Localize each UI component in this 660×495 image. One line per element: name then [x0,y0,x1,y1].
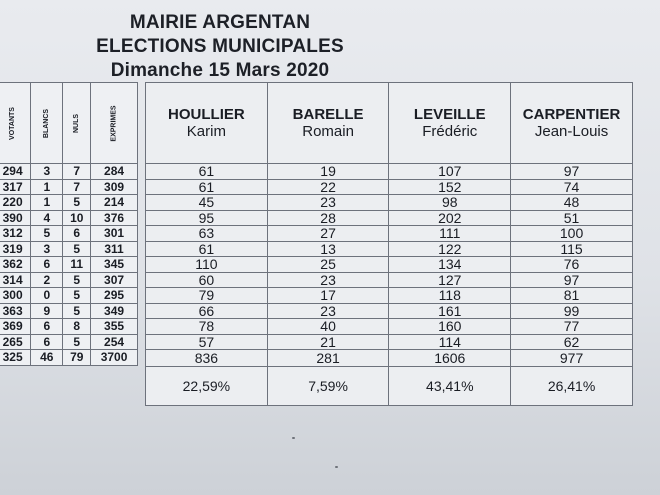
candidate-first-name: Karim [186,123,226,140]
document-title-mairie: MAIRIE ARGENTAN [129,12,311,33]
results-row [146,319,633,335]
vote-count-cell: 63 [146,226,268,242]
header-votants [0,83,31,164]
turnout-row [0,210,138,226]
turnout-cell: 376 [91,210,138,226]
turnout-cell: 369 [0,319,31,335]
turnout-cell: 311 [91,241,138,257]
vote-count-cell: 79 [146,288,268,304]
turnout-cell: 265 [0,334,31,350]
vote-count-cell: 202 [389,210,511,226]
turnout-cell: 9 [31,303,63,319]
total-cell: 836 [146,350,268,367]
results-row [146,226,633,242]
candidate-first-name: Frédéric [422,123,478,140]
turnout-cell: 5 [31,226,63,242]
turnout-cell: 312 [0,226,31,242]
candidate-leveille [389,83,511,164]
turnout-cell: 307 [91,272,138,288]
turnout-body [0,164,138,366]
candidate-last-name: HOULLIER [168,106,245,123]
vote-count-cell: 27 [267,226,389,242]
turnout-cell: 363 [0,303,31,319]
turnout-cell: 301 [91,226,138,242]
header-blancs-label: BLANCS [43,108,51,138]
total-cell: 977 [511,350,633,367]
totals-row [146,350,633,367]
turnout-cell: 309 [91,179,138,195]
vote-count-cell: 62 [511,334,633,350]
vote-count-cell: 100 [511,226,633,242]
turnout-cell: 314 [0,272,31,288]
vote-count-cell: 99 [511,303,633,319]
candidate-first-name: Jean-Louis [534,123,609,140]
turnout-cell: 7 [63,179,91,195]
vote-count-cell: 45 [146,195,268,211]
vote-count-cell: 51 [511,210,633,226]
results-row [146,241,633,257]
results-row [146,288,633,304]
turnout-row [0,179,138,195]
vote-count-cell: 81 [511,288,633,304]
turnout-row [0,303,138,319]
turnout-cell: 319 [0,241,31,257]
vote-count-cell: 23 [267,195,389,211]
turnout-cell: 214 [91,195,138,211]
vote-count-cell: 114 [389,334,511,350]
vote-count-cell: 97 [511,164,633,180]
turnout-table [0,82,138,366]
vote-count-cell: 13 [267,241,389,257]
turnout-cell: 46 [31,350,63,366]
turnout-cell: 1 [31,179,63,195]
turnout-cell: 362 [0,257,31,273]
turnout-row [0,226,138,242]
vote-count-cell: 61 [146,241,268,257]
header-exprimes-label: EXPRIMES [110,104,118,142]
turnout-row [0,334,138,350]
candidate-last-name: CARPENTIER [522,106,621,123]
turnout-cell: 254 [91,334,138,350]
vote-count-cell: 28 [267,210,389,226]
turnout-cell: 5 [63,195,91,211]
vote-count-cell: 40 [267,319,389,335]
vote-count-cell: 161 [389,303,511,319]
turnout-cell: 3 [31,241,63,257]
turnout-cell: 355 [91,319,138,335]
results-row [146,179,633,195]
percentage-cell: 26,41% [511,367,633,406]
results-row [146,303,633,319]
header-blancs [31,83,63,164]
vote-count-cell: 60 [146,272,268,288]
turnout-cell: 3700 [91,350,138,366]
turnout-row [0,288,138,304]
paper-speck [335,466,338,468]
vote-count-cell: 115 [511,241,633,257]
results-row [146,210,633,226]
vote-count-cell: 17 [267,288,389,304]
vote-count-cell: 160 [389,319,511,335]
candidate-last-name: LEVEILLE [413,106,486,123]
vote-count-cell: 127 [389,272,511,288]
percentage-cell: 22,59% [146,367,268,406]
vote-count-cell: 110 [146,257,268,273]
turnout-row [0,164,138,180]
percentage-row [146,367,633,406]
turnout-cell: 11 [63,257,91,273]
vote-count-cell: 78 [146,319,268,335]
percentage-cell: 7,59% [267,367,389,406]
header-nuls [63,83,91,164]
vote-count-cell: 23 [267,272,389,288]
turnout-cell: 295 [91,288,138,304]
results-table [145,82,633,406]
turnout-row [0,319,138,335]
paper-speck [292,437,295,439]
turnout-cell: 0 [31,288,63,304]
turnout-cell: 10 [63,210,91,226]
results-row [146,164,633,180]
turnout-row [0,350,138,366]
vote-count-cell: 98 [389,195,511,211]
vote-count-cell: 57 [146,334,268,350]
turnout-cell: 6 [63,226,91,242]
turnout-cell: 5 [63,303,91,319]
results-row [146,257,633,273]
vote-count-cell: 76 [511,257,633,273]
turnout-cell: 300 [0,288,31,304]
turnout-cell: 8 [63,319,91,335]
document-title-elections: ELECTIONS MUNICIPALES [96,36,344,57]
vote-count-cell: 25 [267,257,389,273]
vote-count-cell: 23 [267,303,389,319]
turnout-cell: 345 [91,257,138,273]
turnout-cell: 5 [63,272,91,288]
turnout-cell: 4 [31,210,63,226]
vote-count-cell: 21 [267,334,389,350]
candidate-last-name: BARELLE [292,106,364,123]
document-date: Dimanche 15 Mars 2020 [110,60,330,81]
turnout-header-row [0,83,138,164]
turnout-cell: 1 [31,195,63,211]
results-row [146,195,633,211]
turnout-cell: 325 [0,350,31,366]
turnout-cell: 5 [63,334,91,350]
vote-count-cell: 152 [389,179,511,195]
vote-count-cell: 111 [389,226,511,242]
header-nuls-label: NULS [73,113,81,133]
percentage-cell: 43,41% [389,367,511,406]
vote-count-cell: 66 [146,303,268,319]
turnout-cell: 79 [63,350,91,366]
vote-count-cell: 107 [389,164,511,180]
candidates-header-row [146,83,633,164]
turnout-cell: 284 [91,164,138,180]
turnout-cell: 294 [0,164,31,180]
vote-count-cell: 97 [511,272,633,288]
candidate-houllier [146,83,268,164]
vote-count-cell: 118 [389,288,511,304]
turnout-row [0,257,138,273]
candidate-carpentier [511,83,633,164]
candidate-first-name: Romain [302,123,354,140]
turnout-cell: 7 [63,164,91,180]
turnout-cell: 6 [31,334,63,350]
vote-count-cell: 61 [146,164,268,180]
turnout-cell: 6 [31,257,63,273]
vote-count-cell: 22 [267,179,389,195]
turnout-cell: 220 [0,195,31,211]
vote-count-cell: 122 [389,241,511,257]
turnout-cell: 3 [31,164,63,180]
turnout-cell: 2 [31,272,63,288]
turnout-cell: 6 [31,319,63,335]
turnout-row [0,195,138,211]
vote-count-cell: 48 [511,195,633,211]
results-row [146,272,633,288]
vote-count-cell: 77 [511,319,633,335]
vote-count-cell: 95 [146,210,268,226]
header-votants-label: VOTANTS [9,106,17,140]
turnout-cell: 317 [0,179,31,195]
turnout-cell: 349 [91,303,138,319]
turnout-row [0,272,138,288]
header-exprimes [91,83,138,164]
results-row [146,334,633,350]
vote-count-cell: 19 [267,164,389,180]
results-body [146,164,633,406]
total-cell: 281 [267,350,389,367]
total-cell: 1606 [389,350,511,367]
vote-count-cell: 134 [389,257,511,273]
turnout-cell: 5 [63,288,91,304]
turnout-cell: 390 [0,210,31,226]
turnout-row [0,241,138,257]
vote-count-cell: 74 [511,179,633,195]
candidate-barelle [267,83,389,164]
vote-count-cell: 61 [146,179,268,195]
turnout-cell: 5 [63,241,91,257]
